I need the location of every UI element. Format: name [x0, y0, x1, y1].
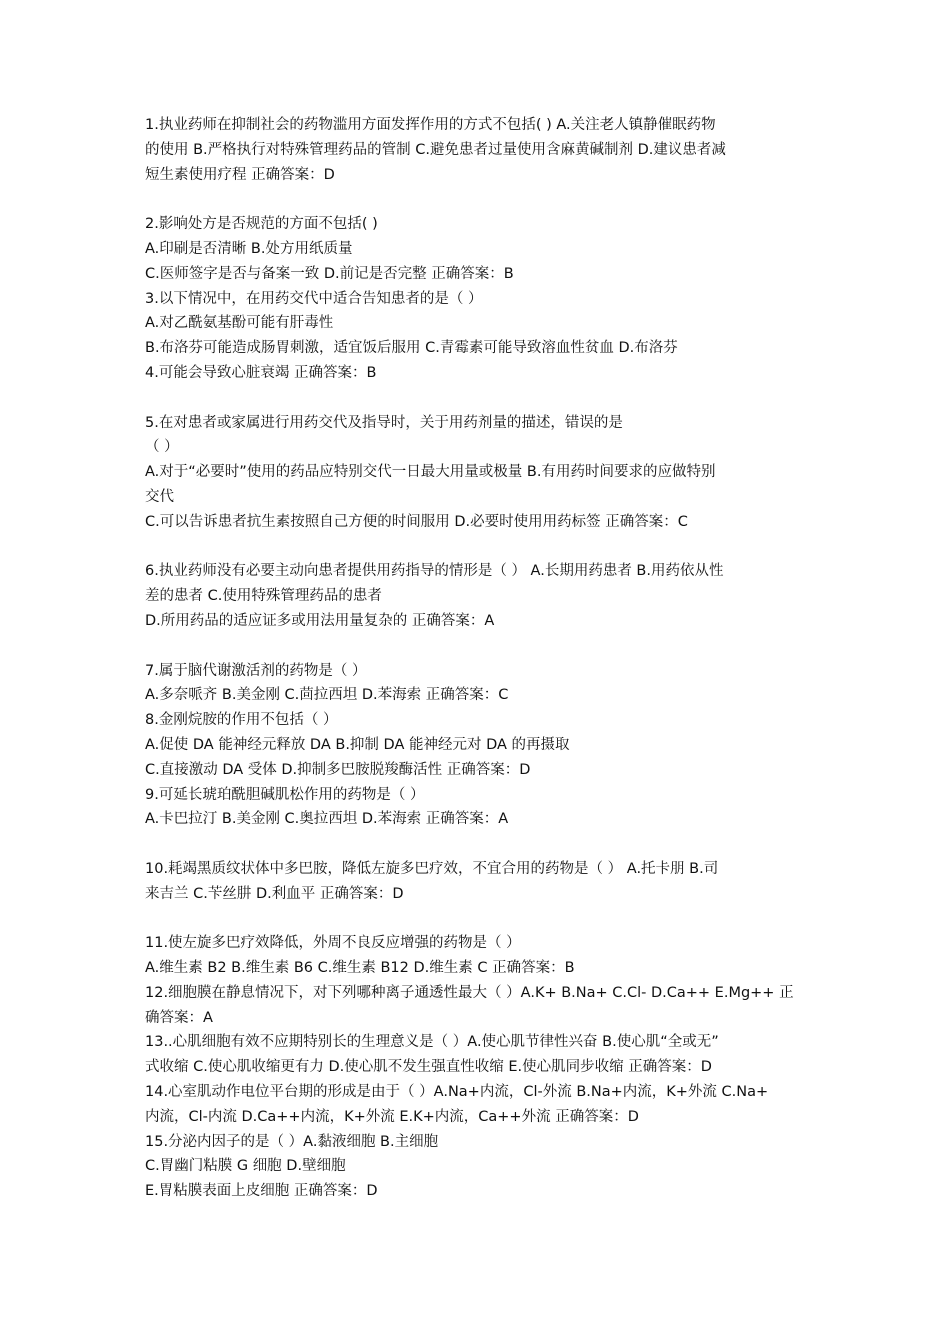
text-line: 15.分泌内因子的是（ ）A.黏液细胞 B.主细胞	[145, 1133, 439, 1150]
text-line: A.促使 DA 能神经元释放 DA B.抑制 DA 能神经元对 DA 的再摄取	[145, 736, 570, 753]
text-line: 内流，Cl-内流 D.Ca++内流，K+外流 E.K+内流，Ca++外流 正确答案：D	[145, 1108, 639, 1125]
text-line: E.胃粘膜表面上皮细胞 正确答案：D	[145, 1183, 378, 1200]
text-line: 12.细胞膜在静息情况下，对下列哪种离子通透性最大（ ）A.K+ B.Na+ C.Cl- D.Ca++ E.Mg++ 正	[145, 984, 794, 1001]
text-line: B.布洛芬可能造成肠胃刺激，适宜饭后服用 C.青霉素可能导致溶血性贫血 D.布洛芬	[145, 340, 678, 357]
text-line: 13..心肌细胞有效不应期特别长的生理意义是（ ）A.使心肌节律性兴奋 B.使心肌“全或无”	[145, 1034, 719, 1051]
question-block-4	[145, 559, 813, 633]
text-line: 4.可能会导致心脏衰竭 正确答案：B	[145, 364, 377, 381]
text-line: 差的患者 C.使用特殊管理药品的患者	[145, 588, 382, 605]
text-line: C.医师签字是否与备案一致 D.前记是否完整 正确答案：B	[145, 265, 514, 282]
text-line: 来吉兰 C.苄丝肼 D.利血平 正确答案：D	[145, 885, 404, 902]
paragraph-gap	[145, 832, 813, 857]
text-line: C.直接激动 DA 受体 D.抑制多巴胺脱羧酶活性 正确答案：D	[145, 761, 531, 778]
text-line: 8.金刚烷胺的作用不包括（ ）	[145, 712, 338, 729]
text-line: 1.执业药师在抑制社会的药物滥用方面发挥作用的方式不包括( ) A.关注老人镇静催眠药物	[145, 117, 716, 133]
paragraph-gap	[145, 907, 813, 932]
question-block-7	[145, 931, 813, 1204]
text-line: （ ）	[145, 439, 179, 456]
document-page	[145, 113, 813, 1204]
text-line: 短生素使用疗程 正确答案：D	[145, 166, 335, 183]
text-line: A.维生素 B2 B.维生素 B6 C.维生素 B12 D.维生素 C 正确答案：B	[145, 960, 575, 977]
text-line: 14.心室肌动作电位平台期的形成是由于（ ）A.Na+内流，Cl-外流 B.Na+内流，K+外流 C.Na+	[145, 1084, 769, 1101]
text-line: 2.影响处方是否规范的方面不包括( )	[145, 216, 378, 233]
question-block-1	[145, 113, 813, 187]
text-line: C.胃幽门粘膜 G 细胞 D.壁细胞	[145, 1158, 346, 1175]
text-line: A.多奈哌齐 B.美金刚 C.茴拉西坦 D.苯海索 正确答案：C	[145, 687, 509, 704]
text-line: C.可以告诉患者抗生素按照自己方便的时间服用 D.必要时使用用药标签 正确答案：C	[145, 513, 688, 530]
text-line: 11.使左旋多巴疗效降低，外周不良反应增强的药物是（ ）	[145, 935, 521, 952]
paragraph-gap	[145, 634, 813, 659]
text-line: 6.执业药师没有必要主动向患者提供用药指导的情形是（ ） A.长期用药患者 B.用药依从性	[145, 563, 724, 580]
text-line: 9.可延长琥珀酰胆碱肌松作用的药物是（ ）	[145, 786, 425, 803]
text-line: A.对乙酰氨基酚可能有肝毒性	[145, 315, 334, 332]
text-line: A.对于“必要时”使用的药品应特别交代一日最大用量或极量 B.有用药时间要求的应做特别	[145, 464, 716, 481]
text-line: A.卡巴拉汀 B.美金刚 C.奥拉西坦 D.苯海索 正确答案：A	[145, 811, 509, 828]
text-line: A.印刷是否清晰 B.处方用纸质量	[145, 240, 353, 257]
text-line: 确答案：A	[145, 1009, 213, 1026]
text-line: 式收缩 C.使心肌收缩更有力 D.使心肌不发生强直性收缩 E.使心肌同步收缩 正确答案：D	[145, 1059, 712, 1076]
question-block-3	[145, 411, 813, 535]
text-line: 3.以下情况中，在用药交代中适合告知患者的是（ ）	[145, 290, 483, 307]
question-block-2	[145, 212, 813, 386]
question-block-6	[145, 857, 813, 907]
text-line: D.所用药品的适应证多或用法用量复杂的 正确答案：A	[145, 612, 495, 629]
paragraph-gap	[145, 187, 813, 212]
text-line: 5.在对患者或家属进行用药交代及指导时，关于用药剂量的描述，错误的是	[145, 414, 623, 431]
text-line: 的使用 B.严格执行对特殊管理药品的管制 C.避免患者过量使用含麻黄碱制剂 D.建议患者减	[145, 141, 726, 158]
text-line: 7.属于脑代谢激活剂的药物是（ ）	[145, 662, 367, 679]
text-line: 交代	[145, 488, 174, 505]
question-block-5	[145, 659, 813, 833]
text-line: 10.耗竭黑质纹状体中多巴胺，降低左旋多巴疗效，不宜合用的药物是（ ） A.托卡朋 B.司	[145, 860, 719, 877]
paragraph-gap	[145, 535, 813, 560]
paragraph-gap	[145, 386, 813, 411]
